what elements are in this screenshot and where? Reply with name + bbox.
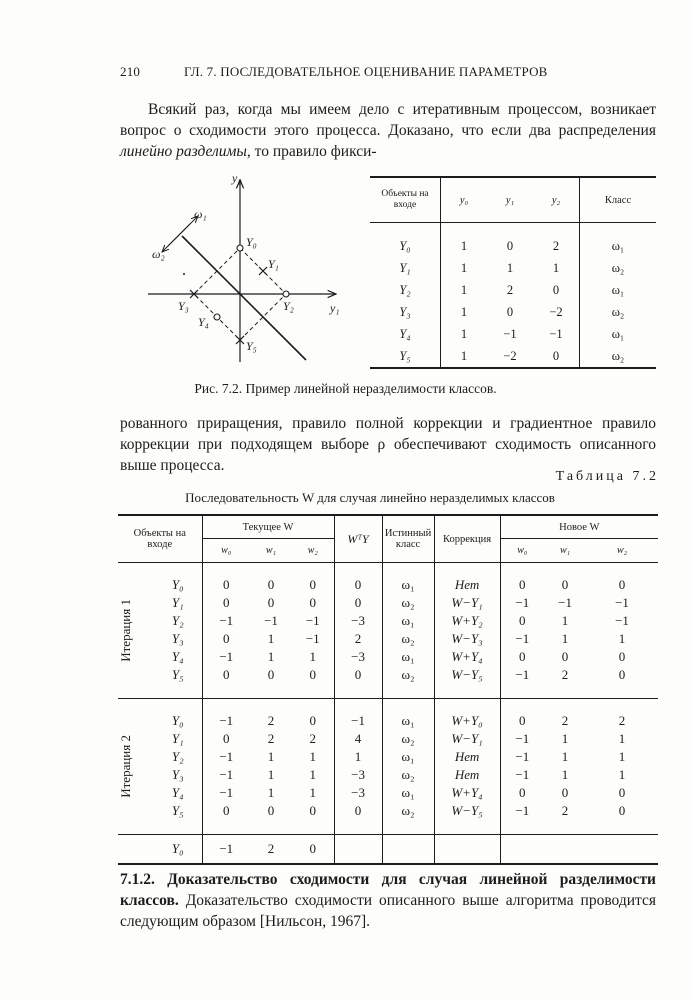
- iteration-cell: 0: [267, 667, 275, 682]
- label-y1-axis: y₁: [330, 301, 340, 315]
- example-cell: Y₂: [399, 282, 411, 297]
- iteration-cell: ω₁: [382, 784, 434, 802]
- iteration-cell: −1: [202, 648, 250, 666]
- iteration-cell: −1: [615, 595, 629, 610]
- iteration-cell: Y₀: [171, 576, 184, 592]
- iteration-cell: W−Y₁: [434, 594, 500, 612]
- col-objects: Объекты на входе: [370, 177, 441, 223]
- iteration-row: [118, 630, 658, 648]
- iteration-cell: −1: [615, 613, 629, 628]
- col-new-w1: w₁: [544, 539, 586, 563]
- label-Y1: Y₁: [268, 257, 279, 271]
- col-new-w0: w₀: [500, 539, 544, 563]
- col-y1: y₁: [487, 177, 533, 223]
- iteration-row: [118, 612, 658, 630]
- iteration-cell: 0: [202, 563, 250, 595]
- decision-line: [182, 236, 306, 360]
- iteration-cell: −1: [202, 699, 250, 731]
- iteration-cell: 1: [561, 749, 569, 764]
- iteration-row: [118, 594, 658, 612]
- final-row-empty-4: [500, 835, 544, 865]
- example-cell: 1: [441, 279, 488, 301]
- iteration-cell: 0: [561, 576, 569, 592]
- col-cur-w1: w₁: [250, 539, 292, 563]
- iteration-cell: 1: [618, 631, 626, 646]
- iteration-cell: 2: [561, 803, 569, 818]
- iteration-cell: 1: [309, 649, 317, 664]
- col-correction: Коррекция: [434, 515, 500, 563]
- iteration-cell: Y₀: [154, 699, 202, 731]
- iteration-cell: −3: [334, 612, 382, 630]
- example-samples-table: [370, 176, 656, 369]
- iteration-row: [118, 699, 658, 731]
- final-row-empty-3: [434, 835, 500, 865]
- iteration-cell: 2: [586, 699, 658, 731]
- iteration-cell: Нет: [434, 563, 500, 595]
- example-cell: 0: [506, 238, 514, 253]
- figure-7-2-svg: [140, 170, 360, 370]
- iteration-cell: 1: [561, 631, 569, 646]
- iteration-cell: 0: [618, 803, 626, 818]
- table-title: Последовательность W для случая линейно неразделимых классов: [185, 490, 555, 505]
- example-cell: ω₁: [580, 223, 657, 258]
- iteration-cell: Y₃: [171, 767, 184, 782]
- example-cell: −2: [549, 304, 563, 319]
- label-y2-axis: y₂: [232, 171, 242, 185]
- iteration-cell: −1: [202, 612, 250, 630]
- iteration-cell: 2: [544, 699, 586, 731]
- iteration-cell: 0: [202, 730, 250, 748]
- iteration-cell: ω₂: [382, 802, 434, 835]
- iteration-cell: 1: [267, 649, 275, 664]
- iteration-row: [118, 802, 658, 835]
- section-7-1-2: [120, 869, 656, 932]
- iteration-cell: W+Y₄: [434, 648, 500, 666]
- iteration-cell: −1: [305, 613, 320, 628]
- iteration-cell: Нет: [434, 748, 500, 766]
- col-current-w: [202, 515, 334, 539]
- iteration-cell: 1: [267, 785, 275, 800]
- iteration-cell: −1: [305, 631, 320, 646]
- table-number: Таблица 7.2: [555, 469, 659, 484]
- example-cell: 0: [552, 348, 560, 363]
- iteration-cell: 1: [618, 731, 626, 746]
- iteration-cell: 1: [309, 767, 317, 782]
- iteration-cell: 0: [309, 576, 317, 592]
- iteration-cell: 1: [267, 767, 275, 782]
- iteration-cell: 0: [309, 595, 317, 610]
- example-cell: ω₂: [580, 301, 657, 323]
- final-row-w0: −1: [202, 835, 250, 865]
- iteration-label-cell: [118, 563, 154, 699]
- iteration-cell: 0: [267, 803, 275, 818]
- example-row: [370, 223, 656, 258]
- iteration-cell: 1: [309, 785, 317, 800]
- iteration-cell: 1: [334, 748, 382, 766]
- iteration-cell: ω₂: [382, 766, 434, 784]
- iteration-cell: 4: [334, 730, 382, 748]
- iteration-cell: Y₂: [171, 749, 184, 764]
- iteration-cell: ω₂: [382, 594, 434, 612]
- col-cur-w2: w₂: [292, 539, 334, 563]
- example-cell: Y₅: [399, 348, 411, 363]
- iteration-cell: W−Y₃: [434, 630, 500, 648]
- label-Y3: Y₃: [178, 299, 189, 313]
- example-row: [370, 345, 656, 368]
- example-cell: 2: [506, 282, 514, 297]
- iteration-row: [118, 730, 658, 748]
- example-cell: Y₃: [399, 304, 411, 319]
- iteration-cell: 0: [500, 563, 544, 595]
- example-cell: 1: [506, 260, 514, 275]
- col-new-w2: w₂: [586, 539, 658, 563]
- final-row-object: Y₀: [154, 835, 202, 865]
- iteration-cell: −1: [202, 784, 250, 802]
- iteration-cell: 0: [500, 784, 544, 802]
- iteration-cell: ω₂: [382, 630, 434, 648]
- final-row-empty-5: [544, 835, 586, 865]
- example-cell: 2: [552, 238, 560, 253]
- iteration-cell: W+Y₂: [434, 612, 500, 630]
- example-cell: 1: [441, 257, 488, 279]
- section-text: Доказательство сходимости описанного выше алгоритма проводится следующим образом [Нильсон, 1967].: [120, 892, 656, 930]
- iteration-cell: 1: [309, 749, 317, 764]
- iteration-cell: 0: [334, 563, 382, 595]
- iteration-cell: W+Y₄: [434, 784, 500, 802]
- final-row-empty-1: [334, 835, 382, 865]
- label-Y5: Y₅: [246, 339, 257, 353]
- label-w2: ω₂: [152, 247, 165, 261]
- iteration-cell: 1: [561, 731, 569, 746]
- iteration-cell: 0: [202, 630, 250, 648]
- point-Y4: [214, 314, 220, 320]
- weight-sequence-table: [118, 514, 658, 865]
- iteration-cell: 0: [202, 802, 250, 835]
- iteration-cell: −1: [500, 748, 544, 766]
- iteration-cell: 0: [618, 576, 626, 592]
- iteration-cell: −1: [500, 730, 544, 748]
- iteration-cell: Y₂: [171, 613, 184, 628]
- example-row: [370, 301, 656, 323]
- example-cell: Y₁: [399, 260, 411, 275]
- example-row: [370, 323, 656, 345]
- example-cell: −1: [549, 326, 563, 341]
- iteration-cell: 1: [618, 749, 626, 764]
- paragraph-intro-text-a: Всякий раз, когда мы имеем дело с итеративным процессом, возникает вопрос о сходимости этого процесса. Доказано, что если два распределения: [120, 101, 656, 139]
- iteration-cell: −3: [334, 648, 382, 666]
- iteration-cell: 0: [202, 666, 250, 699]
- iteration-cell: W−Y₅: [434, 666, 500, 699]
- paragraph-intro-text-b: , то правило фикси-: [246, 143, 377, 160]
- example-cell: ω₁: [580, 279, 657, 301]
- iteration-cell: 0: [500, 612, 544, 630]
- iteration-cell: 1: [561, 767, 569, 782]
- iteration-row: [118, 766, 658, 784]
- col-new-w-label: Новое W: [559, 521, 600, 533]
- iteration-cell: −1: [334, 699, 382, 731]
- iteration-cell: −1: [500, 766, 544, 784]
- example-cell: 1: [441, 301, 488, 323]
- paragraph-continuation: [120, 413, 656, 476]
- iteration-label-cell: [118, 699, 154, 835]
- iteration-cell: −1: [500, 666, 544, 699]
- example-cell: 1: [441, 345, 488, 368]
- iteration-label: Итерация 1: [118, 599, 133, 662]
- iteration-cell: 0: [500, 648, 544, 666]
- iteration-cell: −1: [264, 613, 278, 628]
- iteration-cell: 0: [618, 667, 626, 682]
- iteration-cell: −1: [202, 766, 250, 784]
- iteration-cell: −1: [202, 748, 250, 766]
- running-title: ГЛ. 7. ПОСЛЕДОВАТЕЛЬНОЕ ОЦЕНИВАНИЕ ПАРАМЕТРОВ: [184, 64, 548, 79]
- paragraph-intro: [120, 99, 656, 162]
- point-Y2: [283, 291, 289, 297]
- example-cell: ω₂: [580, 345, 657, 368]
- final-row-spacer: [118, 835, 154, 865]
- iteration-row: [118, 648, 658, 666]
- iteration-cell: 1: [267, 631, 275, 646]
- example-cell: 0: [506, 304, 514, 319]
- dot-decor-1: [183, 273, 185, 275]
- col-wty: WᵀY: [334, 515, 382, 563]
- example-cell: 0: [552, 282, 560, 297]
- iteration-cell: ω₁: [382, 563, 434, 595]
- iteration-cell: −1: [558, 595, 572, 610]
- iteration-cell: Y₄: [171, 649, 184, 664]
- figure-caption: Рис. 7.2. Пример линейной неразделимости классов.: [194, 381, 497, 396]
- iteration-cell: ω₂: [382, 666, 434, 699]
- iteration-cell: −1: [500, 802, 544, 835]
- iteration-cell: 0: [618, 649, 626, 664]
- figure-7-2-plot: [140, 170, 360, 370]
- iteration-cell: 0: [561, 785, 569, 800]
- iteration-cell: 0: [334, 802, 382, 835]
- example-cell: −2: [503, 348, 517, 363]
- example-row: [370, 279, 656, 301]
- point-Y1: [259, 267, 267, 275]
- example-row: [370, 257, 656, 279]
- col-y0: y₀: [441, 177, 488, 223]
- col-cur-w0: w₀: [202, 539, 250, 563]
- iteration-cell: Y₃: [171, 631, 184, 646]
- iteration-cell: 2: [250, 699, 292, 731]
- iteration-cell: 2: [267, 731, 275, 746]
- normal-vector-back: [162, 224, 190, 252]
- iteration-cell: Y₅: [171, 667, 184, 682]
- example-cell: ω₂: [580, 257, 657, 279]
- iteration-cell: −3: [334, 766, 382, 784]
- final-row-empty-2: [382, 835, 434, 865]
- col-class: Класс: [580, 177, 657, 223]
- iteration-cell: 2: [309, 731, 317, 746]
- iteration-cell: 1: [267, 749, 275, 764]
- iteration-cell: 0: [292, 699, 334, 731]
- iteration-cell: 1: [618, 767, 626, 782]
- iteration-cell: 0: [334, 594, 382, 612]
- col-objects-input: Объекты на входе: [118, 515, 202, 563]
- iteration-cell: Y₄: [171, 785, 184, 800]
- iteration-row: [118, 666, 658, 699]
- running-header: [120, 64, 548, 80]
- iteration-row: [118, 748, 658, 766]
- label-Y4: Y₄: [198, 315, 209, 329]
- paragraph-continuation-text: рованного приращения, правило полной коррекции и градиентное правило коррекции при подходящем выборе ρ обеспечивают сходимость описанного выше процесса.: [120, 415, 656, 474]
- iteration-cell: Нет: [434, 766, 500, 784]
- iteration-cell: W−Y₁: [434, 730, 500, 748]
- iteration-cell: 0: [267, 576, 275, 592]
- example-cell: Y₄: [399, 326, 411, 341]
- col-current-w-label: Текущее W: [242, 521, 294, 533]
- iteration-label: Итерация 2: [118, 735, 133, 798]
- col-y2: y₂: [533, 177, 580, 223]
- label-Y0: Y₀: [246, 235, 257, 249]
- iteration-cell: 0: [561, 649, 569, 664]
- paragraph-intro-emphasis: линейно разделимы: [120, 143, 247, 160]
- iteration-cell: Y₁: [171, 731, 184, 746]
- iteration-cell: Y₅: [171, 803, 184, 818]
- iteration-cell: 0: [202, 594, 250, 612]
- example-cell: −1: [503, 326, 517, 341]
- iteration-cell: 2: [334, 630, 382, 648]
- iteration-cell: −1: [500, 630, 544, 648]
- iteration-cell: W−Y₅: [434, 802, 500, 835]
- iteration-cell: 2: [561, 667, 569, 682]
- iteration-cell: ω₁: [382, 612, 434, 630]
- example-cell: ω₁: [580, 323, 657, 345]
- iteration-cell: 0: [334, 666, 382, 699]
- iteration-cell: ω₁: [382, 648, 434, 666]
- iteration-cell: 0: [309, 803, 317, 818]
- iteration-cell: Y₁: [171, 595, 184, 610]
- final-row-w1: 2: [250, 835, 292, 865]
- iteration-cell: 0: [267, 595, 275, 610]
- final-row-empty-6: [586, 835, 658, 865]
- iteration-cell: ω₂: [382, 730, 434, 748]
- iteration-cell: −3: [334, 784, 382, 802]
- label-w1: ω₁: [194, 207, 207, 221]
- final-row: [118, 835, 658, 865]
- final-row-w2: 0: [292, 835, 334, 865]
- iteration-cell: ω₁: [382, 748, 434, 766]
- iteration-cell: −1: [500, 594, 544, 612]
- iteration-row: [118, 563, 658, 595]
- iteration-cell: 0: [309, 667, 317, 682]
- label-Y2: Y₂: [283, 299, 294, 313]
- example-cell: Y₀: [399, 238, 411, 253]
- point-Y0: [237, 245, 243, 251]
- col-new-w: [500, 515, 658, 539]
- iteration-cell: 1: [561, 613, 569, 628]
- iteration-cell: W+Y₀: [434, 699, 500, 731]
- col-true-class: Истинный класс: [382, 515, 434, 563]
- iteration-cell: 0: [500, 699, 544, 731]
- iteration-row: [118, 784, 658, 802]
- page-number: 210: [120, 64, 141, 79]
- iteration-cell: ω₁: [382, 699, 434, 731]
- example-cell: 1: [441, 223, 488, 258]
- example-cell: 1: [441, 323, 488, 345]
- section-heading: 7.1.2. Доказательство сходимости для случая линейной разделимости классов.: [120, 871, 656, 909]
- example-cell: 1: [552, 260, 560, 275]
- iteration-cell: 0: [618, 785, 626, 800]
